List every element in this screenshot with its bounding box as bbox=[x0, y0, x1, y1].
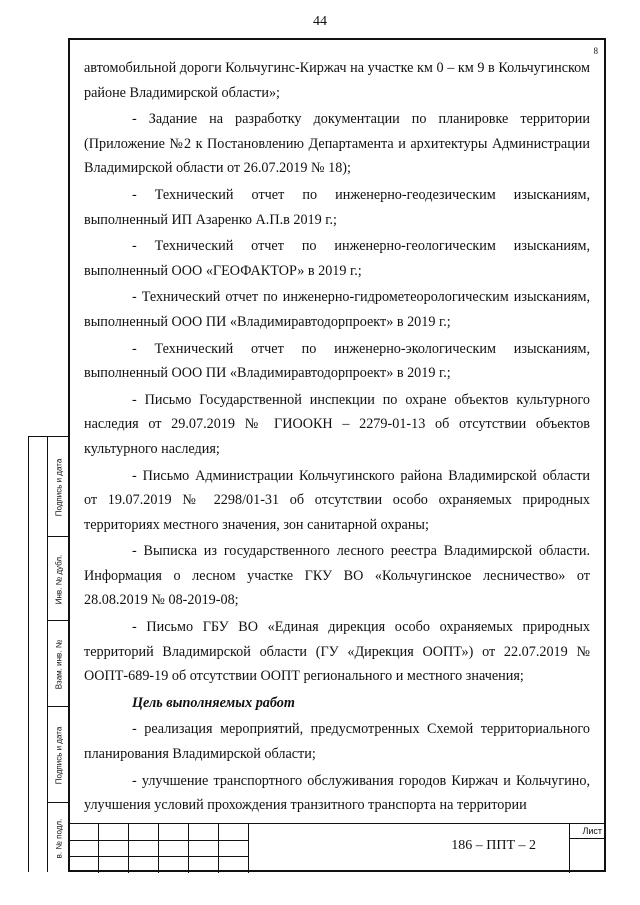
paragraph: - Письмо Государственной инспекции по охране объектов культурного наследия от 29.07.2019 № ГИООКН – 2279-01-13 об отсутствии объектов культурного наследия; bbox=[84, 391, 590, 457]
strip-label-inv-orig: в. № подл. bbox=[54, 818, 64, 858]
paragraph: автомобильной дороги Кольчугинс-Киржач на участке км 0 – км 9 в Кольчугинском районе Владимирской области»; bbox=[84, 60, 590, 101]
title-block bbox=[68, 823, 606, 873]
section-heading: Цель выполняемых работ bbox=[132, 694, 295, 711]
paragraph: - Выписка из государственного лесного реестра Владимирской области. Информация о лесном участке ГКУ ВО «Кольчугинское лесничество» от 28.08.2019 № 08-2019-08; bbox=[84, 543, 590, 609]
strip-label-signature-date-bottom: Подпись и дата bbox=[54, 726, 64, 784]
paragraph: - Технический отчет по инженерно-геологическим изысканиям, выполненный ООО «ГЕОФАКТОР» в 2019 г.; bbox=[84, 238, 590, 279]
paragraph: - Технический отчет по инженерно-геодезическим изысканиям, выполненный ИП Азаренко А.П.в 2019 г.; bbox=[84, 186, 590, 228]
paragraph: - Технический отчет по инженерно-гидрометеорологическим изысканиям, выполненный ООО ПИ «Владимиравтодорпроект» в 2019 г.; bbox=[84, 289, 590, 330]
paragraph: - улучшение транспортного обслуживания городов Киржач и Кольчугино, улучшения условий прохождения транзитного транспорта на территории bbox=[84, 772, 590, 814]
sheet-label: Лист bbox=[582, 826, 602, 836]
paragraph: - Задание на разработку документации по планировке территории (Приложение №2 к Постановлению Департамента и архитектуры Администрации Владимирской области от 26.07.2019 № 18); bbox=[84, 111, 590, 177]
document-frame bbox=[68, 38, 606, 872]
document-body bbox=[84, 56, 590, 818]
paragraph: - Письмо ГБУ ВО «Единая дирекция особо охраняемых природных территорий Владимирской области (ГУ «Дирекция ООПТ») от 22.07.2019 № ООПТ-689-19 об отсутствии ООПТ регионального и местного значения; bbox=[84, 619, 590, 685]
page-number: 44 bbox=[313, 14, 327, 29]
paragraph: - реализация мероприятий, предусмотренных Схемой территориального планирования Владимирской области; bbox=[84, 721, 590, 763]
strip-label-inv-dup: Инв. № дубл. bbox=[54, 554, 64, 604]
strip-label-signature-date: Подпись и дата bbox=[54, 458, 64, 516]
document-code: 186 – ППТ – 2 bbox=[451, 838, 536, 853]
approval-side-strip bbox=[28, 436, 68, 872]
paragraph: - Письмо Администрации Кольчугинского района Владимирской области от 19.07.2019 № 2298/01-31 об отсутствии особо охраняемых природных территориях местного значения, зон санитарной охраны; bbox=[84, 467, 590, 533]
strip-label-vzam-inv: Взам. инв. № bbox=[54, 639, 64, 689]
paragraph: - Технический отчет по инженерно-экологическим изысканиям, выполненный ООО ПИ «Владимиравтодорпроект» в 2019 г.; bbox=[84, 340, 590, 382]
corner-mark: 8 bbox=[593, 46, 598, 56]
